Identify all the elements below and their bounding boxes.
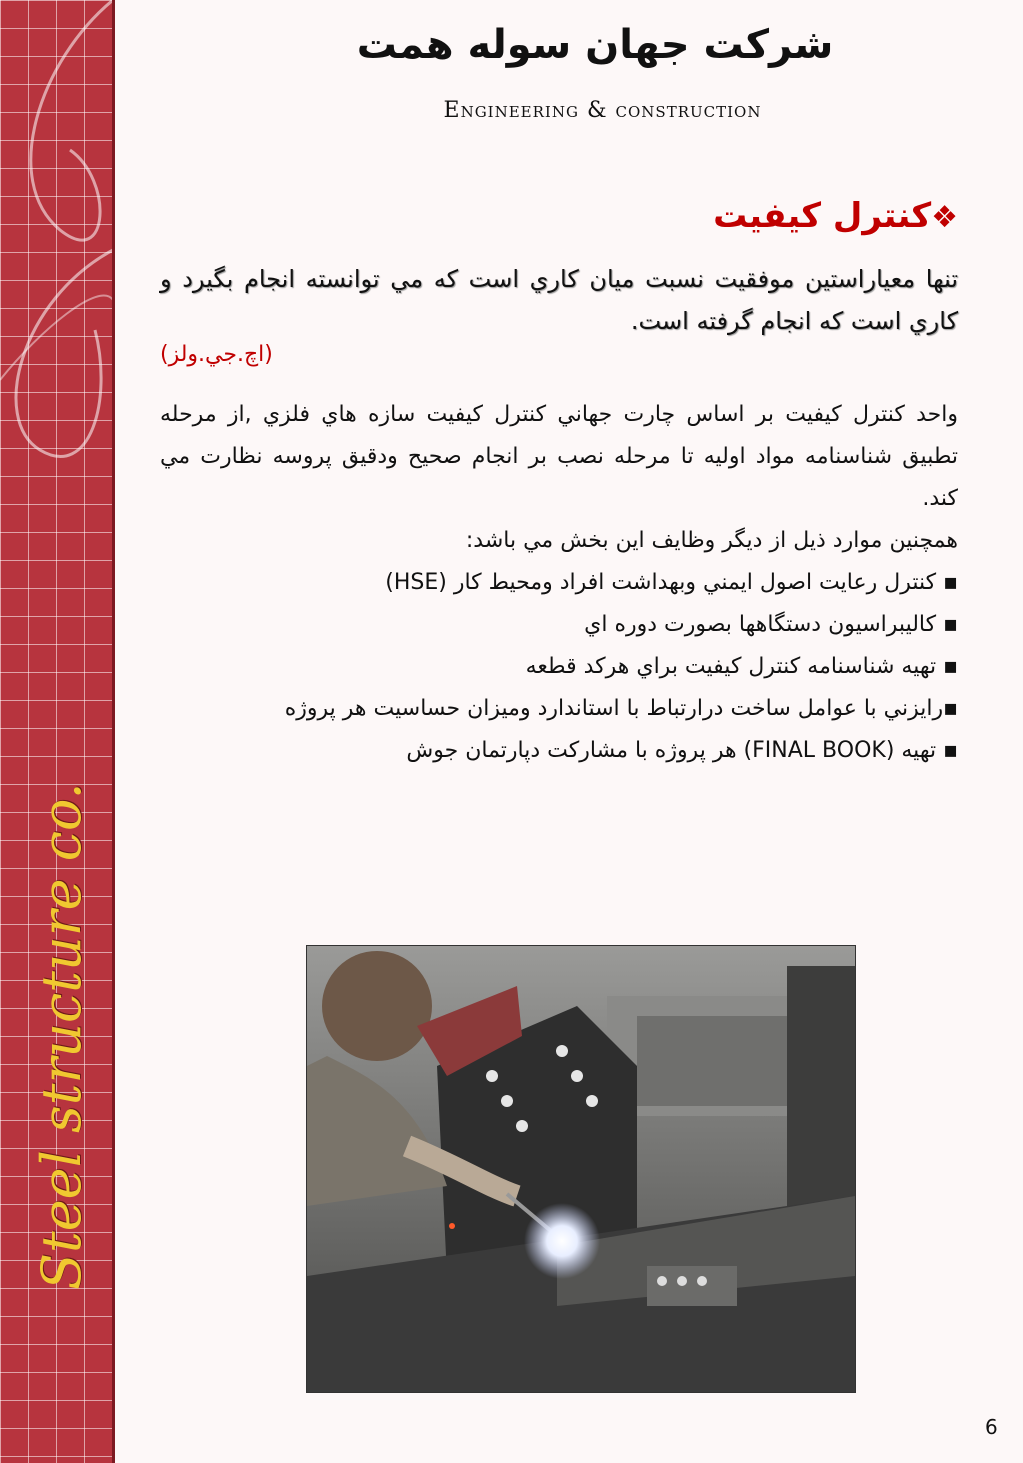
- sidebar-vertical-title: Steel structure co.: [30, 782, 93, 1290]
- section-title: [160, 196, 958, 236]
- body-text: [160, 394, 958, 772]
- list-item: ▪ كنترل رعايت اصول ايمني وبهداشت افراد ومحيط كار (HSE): [385, 570, 958, 595]
- sidebar-edge: [112, 0, 115, 1463]
- section-title-text: کنترل کیفیت: [713, 196, 932, 236]
- lead-paragraph: همچنين موارد ذيل از ديگر وظايف اين بخش مي باشد:: [465, 528, 958, 553]
- diamond-bullet-icon: ❖: [931, 200, 958, 235]
- list-item: ▪رايزني با عوامل ساخت درارتباط با استاندارد وميزان حساسيت هر پروژه: [284, 696, 958, 721]
- quote-text: تنها معياراستين موفقيت نسبت ميان كاري است كه مي توانسته انجام بگيرد و كاري است كه انجام گرفته است.: [160, 265, 958, 335]
- company-subtitle: Engineering & construction: [443, 98, 762, 123]
- page-number: 6: [985, 1415, 998, 1439]
- quote-source: (اچ.جي.ولز): [160, 342, 273, 367]
- decorative-sidebar: [0, 0, 113, 1463]
- welding-photo: [306, 945, 856, 1393]
- list-item: ▪ تهيه (FINAL BOOK) هر پروژه با مشاركت دپارتمان جوش: [406, 738, 958, 763]
- list-item: ▪ تهيه شناسنامه كنترل كيفيت براي هركد قطعه: [525, 654, 958, 679]
- list-item: ▪ كاليبراسيون دستگاهها بصورت دوره اي: [584, 612, 958, 637]
- intro-paragraph: واحد كنترل كيفيت بر اساس چارت جهاني كنترل كيفيت سازه هاي فلزي ,از مرحله تطبيق شناسنامه مواد اوليه تا مرحله نصب بر انجام صحيح ودقيق پروسه نظارت مي كند.: [160, 402, 958, 511]
- company-name: شرکت جهان سوله همت: [356, 22, 834, 68]
- welding-photo-illustration: [307, 946, 855, 1392]
